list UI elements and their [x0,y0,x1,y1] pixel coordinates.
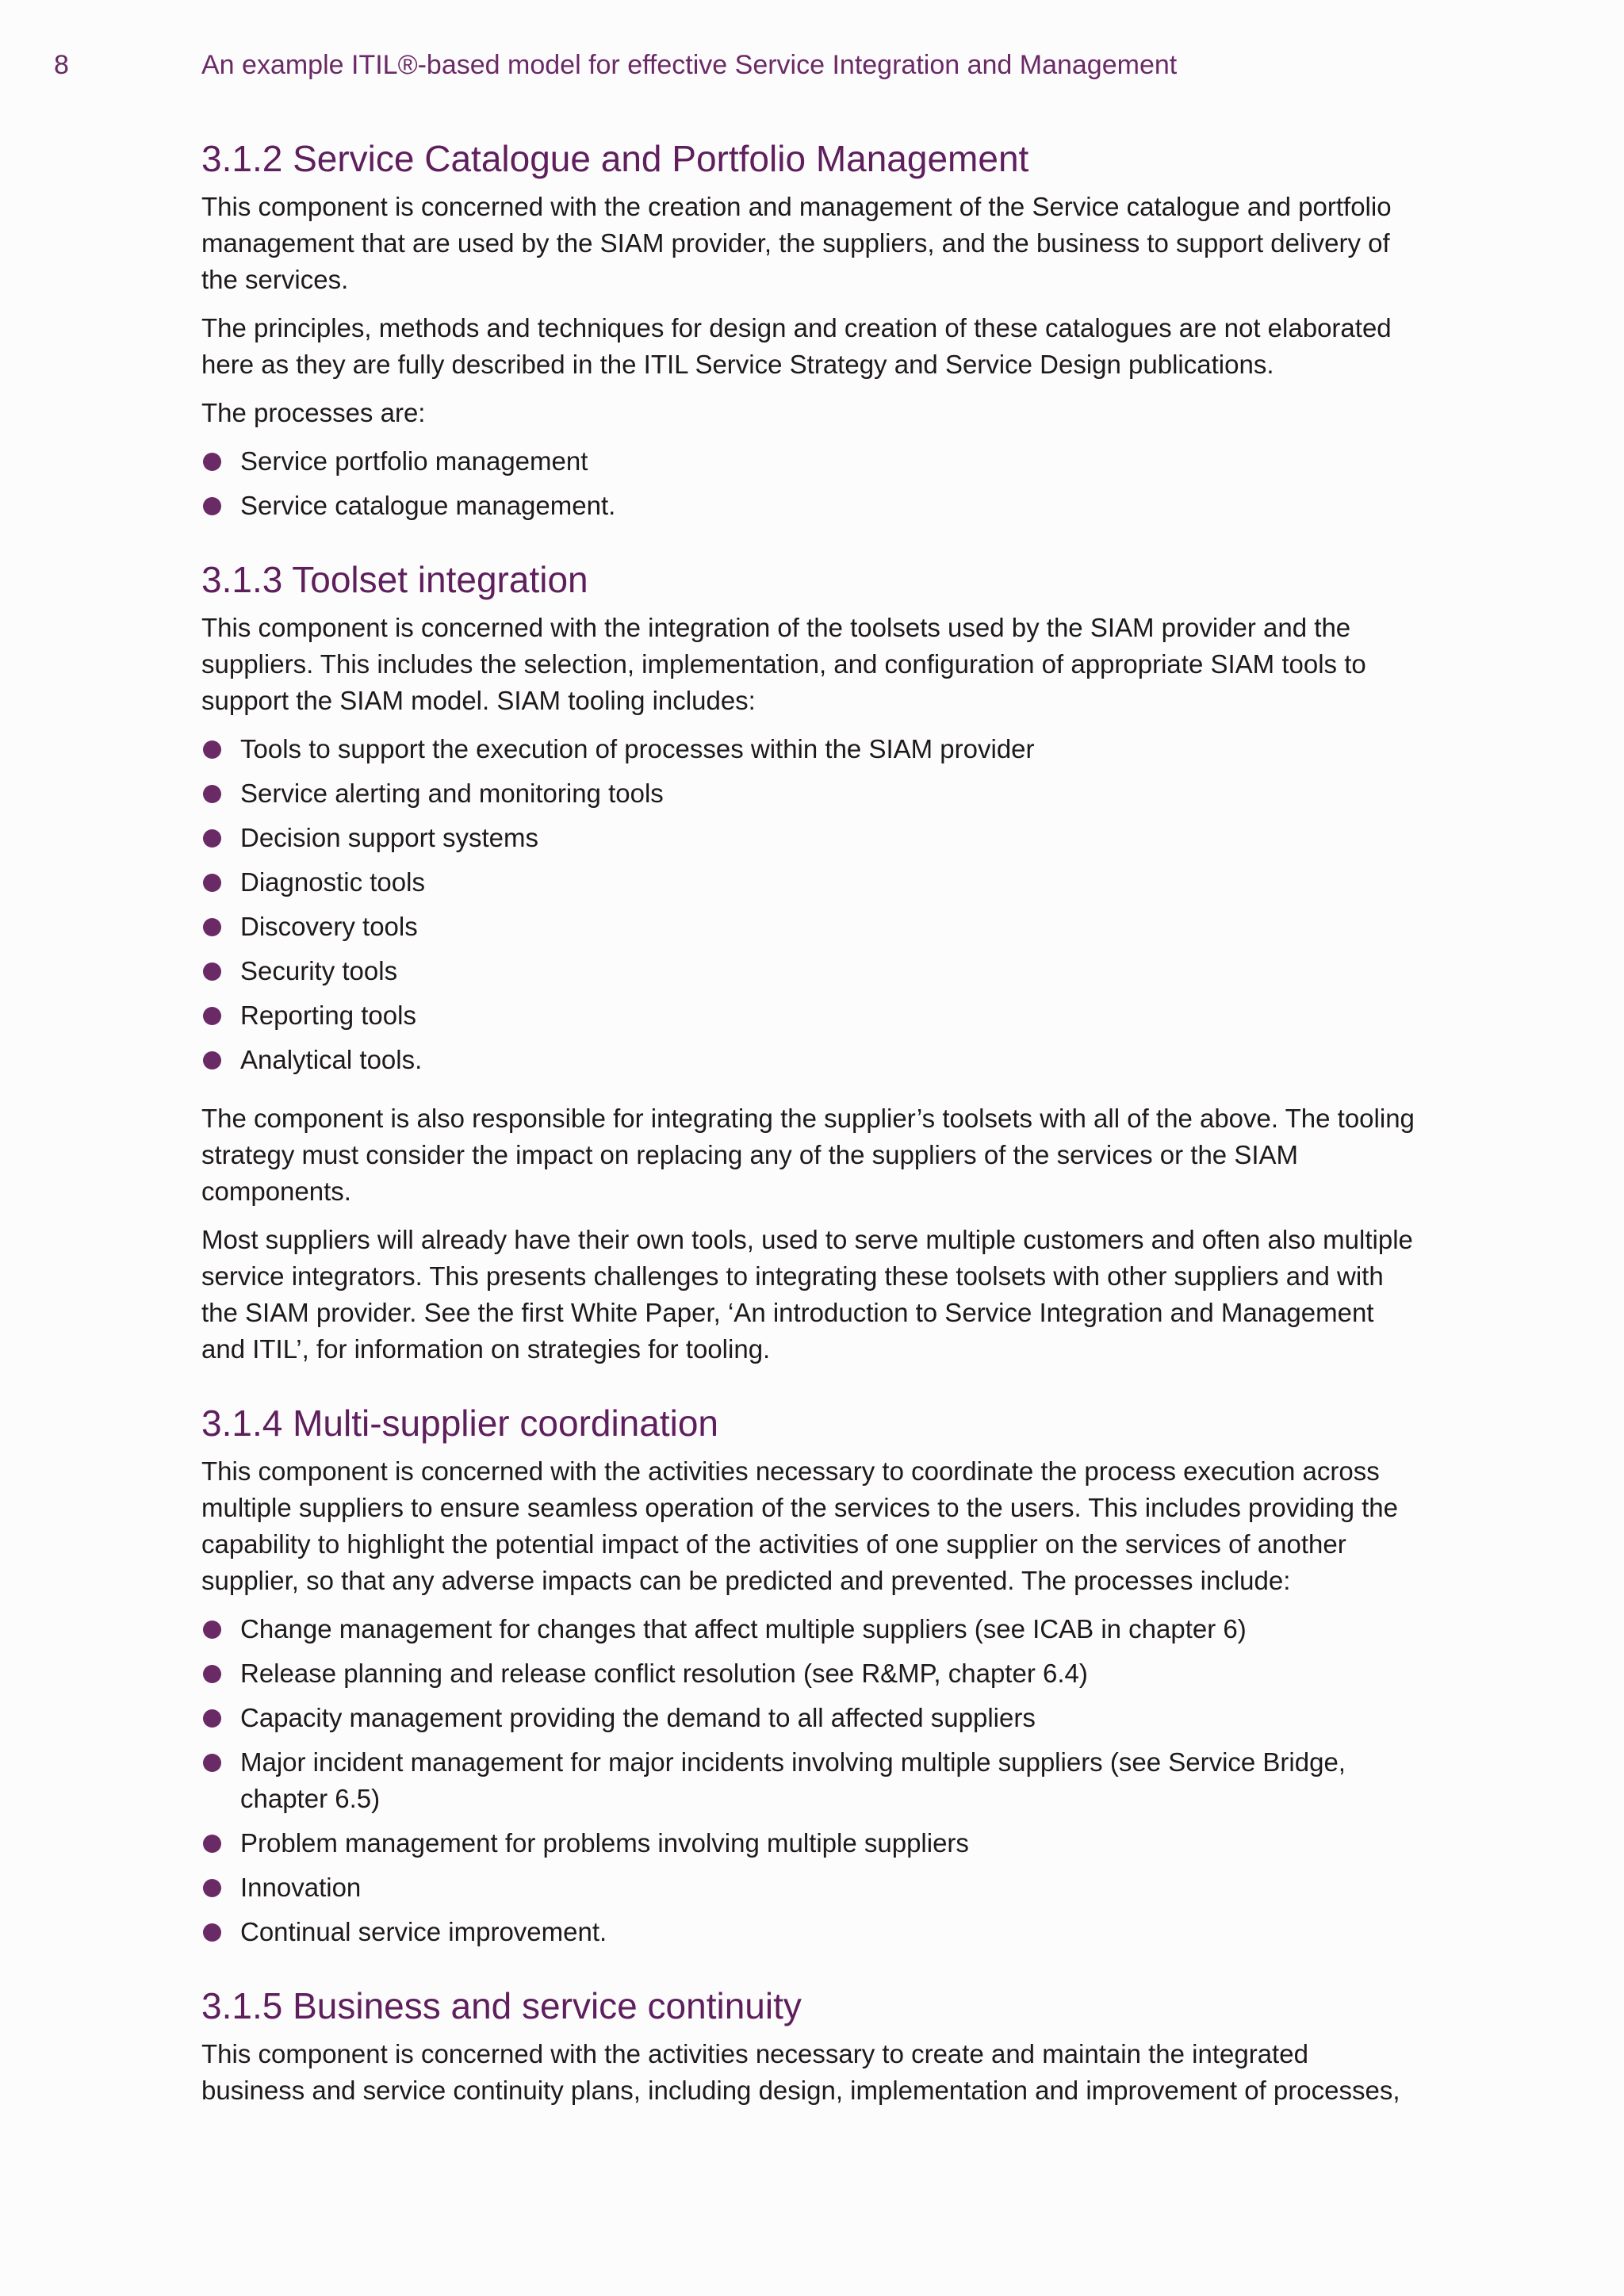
bullet-icon [203,1835,221,1853]
list-item-text: Tools to support the execution of processes within the SIAM provider [240,734,1035,763]
section-heading: 3.1.2 Service Catalogue and Portfolio Management [201,138,1029,179]
list-item [201,953,1415,989]
list-item-text: Decision support systems [240,823,538,852]
section-multi-supplier-coordination [201,1399,1415,1950]
list-item-text: Innovation [240,1873,362,1902]
section-heading: 3.1.5 Business and service continuity [201,1985,802,2026]
list-item-text: Service alerting and monitoring tools [240,779,664,808]
list-item-text: Continual service improvement. [240,1917,607,1946]
list-item-text: Major incident management for major incidents involving multiple suppliers (see Service Bridge, chapter 6.5) [240,1747,1346,1813]
list-item [201,820,1415,856]
list-item-text: Release planning and release conflict resolution (see R&MP, chapter 6.4) [240,1659,1088,1688]
list-item [201,864,1415,901]
list-item [201,731,1415,767]
list-item [201,1914,1415,1950]
paragraph: The processes are: [201,398,426,427]
bullet-icon [203,1879,221,1897]
bullet-icon [203,829,221,848]
bullet-icon [203,1665,221,1683]
bullet-icon [203,740,221,759]
section-business-continuity [201,1982,1415,2109]
bullet-icon [203,874,221,892]
list-item [201,1825,1415,1862]
list-item [201,1042,1415,1078]
bullet-icon [203,1621,221,1639]
list-item-text: Analytical tools. [240,1045,423,1074]
paragraph: This component is concerned with the activities necessary to coordinate the process execution across multiple suppliers to ensure seamless operation of the services to the users. This includes providing the capability to highlight the potential impact of the activities of one supplier on the services of another supplier, so that any adverse impacts can be predicted and prevented. The processes include: [201,1456,1399,1595]
paragraph: The principles, methods and techniques for design and creation of these catalogues are not elaborated here as they are fully described in the ITIL Service Strategy and Service Design publications. [201,313,1392,379]
bullet-list [201,443,1415,524]
list-item [201,488,1415,524]
bullet-list [201,1611,1415,1950]
running-header: An example ITIL®-based model for effective Service Integration and Management [201,50,1178,80]
bullet-icon [203,1923,221,1942]
list-item [201,1700,1415,1736]
bullet-icon [203,1051,221,1070]
list-item [201,1869,1415,1906]
list-item [201,909,1415,945]
page-number: 8 [54,50,69,80]
bullet-icon [203,1754,221,1772]
paragraph: Most suppliers will already have their own tools, used to serve multiple customers and often also multiple service integrators. This presents challenges to integrating these toolsets with other suppliers and with the SIAM provider. See the first White Paper, ‘An introduction to Service Integration and Management and ITIL’, for information on strategies for tooling. [201,1225,1413,1364]
page-body [201,135,1415,2121]
list-item [201,775,1415,812]
list-item-text: Security tools [240,956,398,985]
section-toolset-integration [201,556,1415,1368]
list-item-text: Problem management for problems involving multiple suppliers [240,1828,969,1858]
list-item-text: Reporting tools [240,1001,416,1030]
bullet-list [201,731,1415,1078]
paragraph: This component is concerned with the activities necessary to create and maintain the integrated business and service continuity plans, including design, implementation and improvement of processes, [201,2039,1400,2105]
section-service-catalogue [201,135,1415,524]
list-item [201,1655,1415,1692]
section-heading: 3.1.3 Toolset integration [201,559,588,600]
list-item-text: Discovery tools [240,912,418,941]
list-item-text: Capacity management providing the demand to all affected suppliers [240,1703,1036,1732]
list-item [201,1611,1415,1647]
list-item-text: Diagnostic tools [240,867,425,897]
bullet-icon [203,497,221,515]
bullet-icon [203,918,221,936]
list-item [201,1744,1415,1817]
bullet-icon [203,453,221,471]
bullet-icon [203,962,221,981]
list-item-text: Service catalogue management. [240,491,616,520]
paragraph: This component is concerned with the integration of the toolsets used by the SIAM provider and the suppliers. This includes the selection, implementation, and configuration of appropriate SIAM tools to support the SIAM model. SIAM tooling includes: [201,613,1366,715]
list-item [201,443,1415,480]
bullet-icon [203,1709,221,1728]
bullet-icon [203,1007,221,1025]
list-item-text: Change management for changes that affect multiple suppliers (see ICAB in chapter 6) [240,1614,1247,1644]
list-item-text: Service portfolio management [240,446,588,476]
bullet-icon [203,785,221,803]
list-item [201,997,1415,1034]
paragraph: This component is concerned with the creation and management of the Service catalogue and portfolio management that are used by the SIAM provider, the suppliers, and the business to support delivery of the services. [201,192,1392,294]
paragraph: The component is also responsible for integrating the supplier’s toolsets with all of the above. The tooling strategy must consider the impact on replacing any of the suppliers of the services or the SIAM components. [201,1104,1415,1206]
section-heading: 3.1.4 Multi-supplier coordination [201,1402,719,1444]
